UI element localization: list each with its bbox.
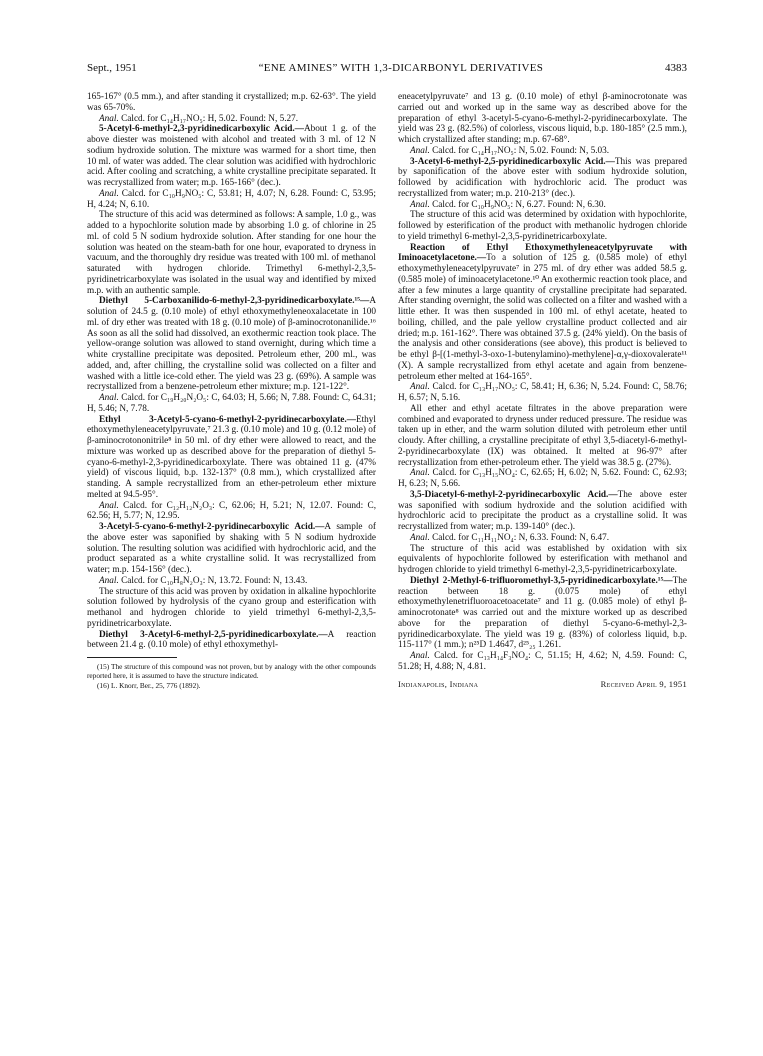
analysis-label: Anal. <box>99 575 119 586</box>
paragraph <box>87 296 376 393</box>
analysis-label: Anal. <box>99 113 119 124</box>
analysis-label: Anal. <box>410 382 430 393</box>
paragraph-text: Calcd. for C₁₄H₁₇NO₅: N, 5.02. Found: N, 5.03. <box>432 145 610 156</box>
paragraph <box>398 490 687 533</box>
page-number: 4383 <box>665 62 687 74</box>
paragraph-text: eneacetylpyruvate⁷ and 13 g. (0.10 mole) of ethyl β-aminocrotonate was carried out and worked up in the same way as described above for the preparation of ethyl 3-acetyl-5-cyano-6-methyl-2-pyridinecarboxylate. The yield was 23 g. (82.5%) of colorless, viscous liquid, b.p. 180-185° (2.5 mm.), which crystallized after standing; m.p. 67-68°. <box>398 92 687 145</box>
footnote: (15) The structure of this compound was not proven, but by analogy with the other compounds reported here, it is assumed to have the structure indicated. <box>87 662 376 680</box>
paragraph-text: This was prepared by saponification of the above ester with sodium hydroxide solution, followed by acidification with hydrochloric acid. The product was recrystallized from water; m.p. 210-213° (dec.). <box>398 156 688 199</box>
section-heading: 3-Acetyl-6-methyl-2,5-pyridinedicarboxylic Acid.— <box>410 156 615 167</box>
paragraph <box>87 92 376 114</box>
paragraph-text: The structure of this acid was determined as follows: A sample, 1.0 g., was added to a hypochlorite solution made by absorbing 1.0 g. of chlorine in 25 ml. of cold 5 N sodium hydroxide solution. After standing for one hour the solution was heated on the steam-bath for one hour, evaporated to dryness in vacuum, and the thoroughly dry residue was treated with 100 ml. of methanol saturated with hydrogen chloride. Trimethyl 6-methyl-2,3,5-pyridinetricarboxylate was isolated in the usual way and identified by mixed m.p. with an authentic sample. <box>87 210 376 296</box>
paragraph-text: About 1 g. of the above diester was moistened with alcohol and treated with 3 ml. of 12 N sodium hydroxide solution. The mixture was warmed for a short time, then 10 ml. of water was added. The clear solution was acidified with hydrochloric acid. After cooling and scratching, a white crystalline precipitate separated. It was recrystallized from water; m.p. 165-166° (dec.). <box>87 124 377 188</box>
section-heading: 5-Acetyl-6-methyl-2,3-pyridinedicarboxylic Acid.— <box>99 124 304 135</box>
paragraph <box>398 157 687 200</box>
header-date: Sept., 1951 <box>87 62 137 74</box>
paragraph <box>398 404 687 469</box>
header-title: “ENE AMINES” WITH 1,3-DICARBONYL DERIVATIVES <box>258 62 544 74</box>
analysis-label: Anal. <box>99 188 119 199</box>
section-heading: Diethyl 2-Methyl-6-trifluoromethyl-3,5-pyridinedicarboxylate.¹⁵— <box>410 575 673 586</box>
analysis-label: Anal. <box>99 393 119 403</box>
section-heading: Ethyl 3-Acetyl-5-cyano-6-methyl-2-pyridinecarboxylate.— <box>99 414 356 425</box>
paragraph <box>398 544 687 576</box>
paragraph-text: 165-167° (0.5 mm.), and after standing it crystallized; m.p. 62-63°. The yield was 65-70%. <box>87 92 376 113</box>
paragraph-text: A sample of the above ester was saponified by shaking with 5 N sodium hydroxide solution. The resulting solution was acidified with hydrochloric acid, and the product separated as a white crystalline solid. It was recrystallized from water; m.p. 154-156° (dec.). <box>87 522 376 575</box>
section-heading: Diethyl 3-Acetyl-6-methyl-2,5-pyridinedicarboxylate.— <box>99 629 328 640</box>
paragraph-text: The structure of this acid was established by oxidation with six equivalents of hypochlorite followed by esterification with methanol and hydrogen chloride to yield trimethyl 6-methyl-2,3,5-pyridinetricarboxylate. <box>398 543 687 575</box>
section-heading: 3-Acetyl-5-cyano-6-methyl-2-pyridinecarboxylic Acid.— <box>99 522 325 532</box>
paragraph <box>398 210 687 242</box>
analysis-label: Anal. <box>410 468 430 479</box>
paragraph <box>398 146 687 157</box>
paragraph-text: All ether and ethyl acetate filtrates in the above preparation were combined and evaporated to dryness under reduced pressure. The residue was taken up in ether, and the warm solution diluted with petroleum ether until cloudy. After chilling, a crystalline precipitate of ethyl 3,5-diacetyl-6-methyl-2-pyridinecarboxylate (IX) was obtained. It melted at 96-97° after recrystallization from ether-petroleum ether. The yield was 38.5 g. (27%). <box>398 403 687 468</box>
running-header <box>87 62 687 80</box>
right-column-text <box>398 92 687 673</box>
paragraph <box>87 210 376 296</box>
paragraph-text: The structure of this acid was determined by oxidation with hypochlorite, followed by esterification of the product with methanolic hydrogen chloride to yield trimethyl 6-methyl-2,3,5-pyridinetricarboxylate. <box>398 210 687 242</box>
analysis-label: Anal. <box>410 651 430 661</box>
journal-page <box>87 62 688 690</box>
footnotes <box>87 662 376 690</box>
paragraph-text: The reaction between 18 g. (0.075 mole) of ethyl ethoxymethylenetrifluoroacetoacetate⁷ and 11 g. (0.085 mole) of ethyl β-aminocrotonate⁸ was carried out and the mixture worked up as described above for the preparation of diethyl 5-cyano-6-methyl-2,3-pyridinedicarboxylate. The yield was 19 g. (83%) of colorless liquid, b.p. 115-117° (1 mm.); n²⁵D 1.4647, d²⁵₂₅ 1.261. <box>398 575 687 651</box>
signature-line <box>398 679 687 689</box>
paragraph <box>87 522 376 576</box>
left-column-text <box>87 92 376 651</box>
paragraph <box>87 501 376 523</box>
paragraph-text: A solution of 24.5 g. (0.10 mole) of ethyl ethoxymethyleneoxalacetate in 100 ml. of dry ether was treated with 18 g. (0.10 mole) of β-aminocrotonanilide.¹⁶ As soon as all the solid had dissolved, an exothermic reaction took place. The yellow-orange solution was allowed to stand overnight, during which time a white crystalline precipitate was deposited. Petroleum ether, 200 ml., was added, and, after chilling, the crystalline solid was collected on a filter and washed with a little ice-cold ether. The yield was 23 g. (69%). A sample was recrystallized from a benzene-petroleum ether mixture; m.p. 121-122°. <box>87 296 376 393</box>
paragraph <box>87 415 376 501</box>
footnote-rule <box>87 657 177 658</box>
paragraph-text: A reaction between 21.4 g. (0.10 mole) of ethyl ethoxymethyl- <box>87 629 376 651</box>
paragraph <box>398 576 687 651</box>
paragraph <box>398 533 687 544</box>
section-heading: Diethyl 5-Carboxanilido-6-methyl-2,3-pyridinedicarboxylate.¹⁵— <box>99 296 370 307</box>
paragraph <box>398 382 687 404</box>
paragraph <box>87 630 376 652</box>
paragraph-text: Calcd. for C₁₃H₁₇NO₅: C, 58.41; H, 6.36; N, 5.24. Found: C, 58.76; H, 6.57; N, 5.16. <box>398 382 687 403</box>
paragraph-text: To a solution of 125 g. (0.585 mole) of ethyl ethoxymethyleneacetylpyruvate⁷ in 275 ml. of dry ether was added 58.5 g. (0.585 mole) of iminoacetylacetone.¹⁰ An exothermic reaction took place, and after a few minutes a large quantity of crystalline precipitate had separated. After standing overnight, the solid was collected on a filter and washed with a little ether. It was then suspended in 100 ml. of ethyl acetate, heated to boiling, chilled, and the pale yellow crystalline product collected and air dried; m.p. 161-162°. There was obtained 37.5 g. (24% yield). On the basis of the analysis and other considerations (see above), this product is believed to be ethyl β-[(1-methyl-3-oxo-1-butenylamino)-methylene]-α,γ-dioxovalerate¹¹ (X). A sample recrystallized from ethyl acetate and again from benzene-petroleum ether melted at 164-165°. <box>398 253 687 382</box>
paragraph <box>398 92 687 146</box>
footnote: (16) L. Knorr, Ber., 25, 776 (1892). <box>97 681 201 690</box>
paragraph <box>398 243 687 383</box>
analysis-label: Anal. <box>410 532 430 543</box>
paragraph-text: Ethyl ethoxymethyleneacetylpyruvate,⁷ 21.3 g. (0.10 mole) and 10 g. (0.12 mole) of β-aminocrotononitrile⁸ in 50 ml. of dry ether were allowed to react, and the mixture was worked up as described above for the preparation of diethyl 5-cyano-6-methyl-2,3-pyridinedicarboxylate. There was obtained 11 g. (47% yield) of viscous liquid, b.p. 132-137° (0.8 mm.), which crystallized after standing. A sample recrystallized from an ether-petroleum ether mixture melted at 94.5-95°. <box>87 414 376 500</box>
paragraph-text: Calcd. for C₁₀H₉NO₅: C, 53.81; H, 4.07; N, 6.28. Found: C, 53.95; H, 4.24; N, 6.10. <box>87 188 377 210</box>
paragraph-text: The above ester was saponified with sodium hydroxide and the solution acidified with hydrochloric acid to precipitate the product as a crystalline solid. It was recrystallized from water; m.p. 139-140° (dec.). <box>398 489 687 532</box>
paragraph-text: Calcd. for C₁₄H₁₇NO₅: H, 5.02. Found: N, 5.27. <box>121 113 299 124</box>
paragraph-text: Calcd. for C₁₀H₉NO₅: N, 6.27. Found: N, 6.30. <box>432 199 606 210</box>
paragraph <box>87 124 376 189</box>
paragraph-text: Calcd. for C₁₁H₁₁NO₄: N, 6.33. Found: N, 6.47. <box>432 532 610 543</box>
paragraph <box>87 576 376 587</box>
paragraph-text: Calcd. for C₁₃H₁₄F₃NO₄: C, 51.15; H, 4.62; N, 4.59. Found: C, 51.28; H, 4.88; N, 4.81. <box>398 651 687 672</box>
section-heading: 3,5-Diacetyl-6-methyl-2-pyridinecarboxylic Acid.— <box>410 489 618 500</box>
paragraph-text: Calcd. for C₁₂H₁₂N₂O₃: C, 62.06; H, 5.21; N, 12.07. Found: C, 62.56; H, 5.77; N, 12.95. <box>87 500 377 522</box>
left-column <box>87 92 376 691</box>
analysis-label: Anal. <box>99 500 119 511</box>
paragraph <box>87 587 376 630</box>
right-column <box>398 92 687 691</box>
analysis-label: Anal. <box>410 199 430 210</box>
paragraph <box>87 114 376 125</box>
paragraph <box>87 189 376 211</box>
paragraph <box>398 651 687 673</box>
analysis-label: Anal. <box>410 145 430 156</box>
paragraph <box>398 468 687 490</box>
section-heading: Reaction of Ethyl Ethoxymethyleneacetylpyruvate with Iminoacetylacetone.— <box>398 242 687 264</box>
author-location: Indianapolis, Indiana <box>398 678 479 689</box>
paragraph <box>398 200 687 211</box>
paragraph <box>87 393 376 415</box>
paragraph-text: Calcd. for C₁₉H₂₀N₂O₅: C, 64.03; H, 5.66; N, 7.88. Found: C, 64.31; H, 5.46; N, 7.78. <box>87 393 376 414</box>
two-column-body <box>87 92 687 691</box>
paragraph-text: The structure of this acid was proven by oxidation in alkaline hypochlorite solution followed by hydrolysis of the cyano group and esterification with methanol and hydrogen chloride to yield trimethyl 6-methyl-2,3,5-pyridinetricarboxylate. <box>87 586 376 629</box>
paragraph-text: Calcd. for C₁₀H₈N₂O₃: N, 13.72. Found: N, 13.43. <box>121 575 308 586</box>
received-date: Received April 9, 1951 <box>600 678 687 689</box>
paragraph-text: Calcd. for C₁₃H₁₅NO₄: C, 62.65; H, 6.02; N, 5.62. Found: C, 62.93; H, 6.23; N, 5.66. <box>398 468 687 489</box>
